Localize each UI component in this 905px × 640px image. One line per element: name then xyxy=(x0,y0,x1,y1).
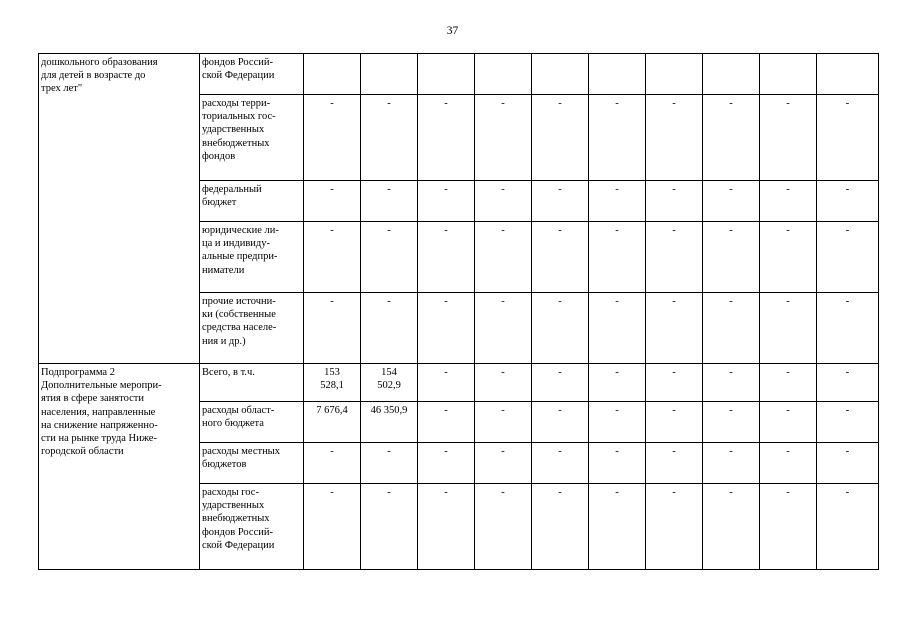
value-cell xyxy=(703,54,760,95)
value-cell: - xyxy=(703,443,760,484)
value-cell: - xyxy=(760,402,817,443)
value-cell: - xyxy=(418,222,475,293)
value-cell: 153 528,1 xyxy=(304,364,361,402)
value-cell: - xyxy=(817,443,879,484)
value-cell: - xyxy=(817,222,879,293)
value-cell: - xyxy=(646,222,703,293)
value-cell: - xyxy=(589,484,646,570)
program-name-line: Подпрограмма 2 xyxy=(41,367,115,378)
funding-source-line: внебюджетных xyxy=(202,513,270,525)
funding-source-line: альные предпри- xyxy=(202,251,278,263)
value-cell: - xyxy=(703,95,760,181)
value-cell: - xyxy=(532,222,589,293)
value-cell xyxy=(475,54,532,95)
value-cell: - xyxy=(646,484,703,570)
value-cell: - xyxy=(475,484,532,570)
value-cell xyxy=(589,54,646,95)
value-cell: - xyxy=(703,402,760,443)
value-cell: - xyxy=(817,364,879,402)
funding-source-line: ударственных xyxy=(202,124,265,136)
value-cell: - xyxy=(361,222,418,293)
value-cell: - xyxy=(361,95,418,181)
funding-source-line: ца и индивиду- xyxy=(202,238,271,250)
value-cell: - xyxy=(703,364,760,402)
funding-source-line: ской Федерации xyxy=(202,539,275,551)
value-cell: - xyxy=(817,181,879,222)
value-cell: - xyxy=(589,95,646,181)
value-cell xyxy=(760,54,817,95)
value-cell: - xyxy=(475,402,532,443)
value-cell: - xyxy=(304,293,361,364)
program-name-line: на снижение напряженно- xyxy=(41,419,158,431)
table-row xyxy=(39,54,879,95)
value-cell: - xyxy=(760,364,817,402)
funding-source-line: Всего, в т.ч. xyxy=(202,367,255,378)
value-cell: - xyxy=(532,484,589,570)
value-cell: - xyxy=(760,484,817,570)
program-name-line: сти на рынке труда Ниже- xyxy=(41,433,157,445)
funding-source-line: юридические ли- xyxy=(202,225,279,236)
value-cell: - xyxy=(589,181,646,222)
value-cell: - xyxy=(817,293,879,364)
value-cell: - xyxy=(418,364,475,402)
value-cell: - xyxy=(589,222,646,293)
value-cell: - xyxy=(817,484,879,570)
value-cell: - xyxy=(646,181,703,222)
funding-source-line: ного бюджета xyxy=(202,418,264,430)
funding-source-line: ударственных xyxy=(202,500,265,512)
value-cell: - xyxy=(532,181,589,222)
value-cell: - xyxy=(475,364,532,402)
value-cell: 7 676,4 xyxy=(304,402,361,443)
funding-source-line: ториальных гос- xyxy=(202,111,276,123)
value-cell: - xyxy=(361,181,418,222)
funding-source-cell xyxy=(200,443,304,484)
funding-source-line: ки (собственные xyxy=(202,309,276,321)
value-cell xyxy=(646,54,703,95)
value-cell: - xyxy=(418,181,475,222)
value-cell: - xyxy=(304,95,361,181)
value-cell xyxy=(418,54,475,95)
value-cell: - xyxy=(475,443,532,484)
funding-source-line: федеральный xyxy=(202,184,262,195)
funding-source-cell xyxy=(200,364,304,402)
funding-source-line: бюджетов xyxy=(202,459,247,471)
funding-source-line: расходы гос- xyxy=(202,487,259,498)
table-body xyxy=(39,54,879,570)
funding-source-line: фондов Россий- xyxy=(202,526,273,538)
value-cell: - xyxy=(646,95,703,181)
value-cell: - xyxy=(361,293,418,364)
value-cell xyxy=(361,54,418,95)
value-cell: - xyxy=(418,443,475,484)
value-cell: - xyxy=(760,181,817,222)
value-cell: - xyxy=(418,402,475,443)
value-cell: - xyxy=(418,484,475,570)
funding-source-cell xyxy=(200,402,304,443)
value-cell: - xyxy=(304,222,361,293)
value-cell: - xyxy=(532,364,589,402)
value-cell: - xyxy=(760,95,817,181)
value-cell: - xyxy=(703,181,760,222)
funding-source-line: средства населе- xyxy=(202,322,277,334)
funding-source-line: расходы терри- xyxy=(202,98,271,109)
program-name-line: для детей в возрасте до xyxy=(41,70,146,82)
value-cell: - xyxy=(418,95,475,181)
value-cell: - xyxy=(361,484,418,570)
funding-source-line: бюджет xyxy=(202,197,237,209)
value-cell: - xyxy=(532,293,589,364)
program-name-line: Дополнительные меропри- xyxy=(41,380,162,392)
funding-source-line: расходы местных xyxy=(202,446,280,457)
value-cell: - xyxy=(703,484,760,570)
value-cell: - xyxy=(304,484,361,570)
value-cell: - xyxy=(589,293,646,364)
value-cell: 46 350,9 xyxy=(361,402,418,443)
program-name-cell xyxy=(39,54,200,364)
value-cell: - xyxy=(703,222,760,293)
value-cell: - xyxy=(475,95,532,181)
program-name-cell xyxy=(39,364,200,570)
value-cell: - xyxy=(817,95,879,181)
value-cell: - xyxy=(817,402,879,443)
page-number: 37 xyxy=(446,25,459,37)
funding-source-line: ния и др.) xyxy=(202,335,246,347)
value-cell: - xyxy=(532,402,589,443)
value-cell: - xyxy=(646,402,703,443)
funding-source-cell xyxy=(200,293,304,364)
funding-source-line: внебюджетных xyxy=(202,137,270,149)
financing-table xyxy=(38,53,879,570)
value-cell: 154 502,9 xyxy=(361,364,418,402)
value-cell: - xyxy=(304,181,361,222)
funding-source-cell xyxy=(200,95,304,181)
value-cell: - xyxy=(646,293,703,364)
program-name-line: городской области xyxy=(41,446,124,458)
funding-source-line: прочие источни- xyxy=(202,296,276,307)
program-name-line: трех лет" xyxy=(41,83,83,95)
value-cell: - xyxy=(475,222,532,293)
funding-source-cell xyxy=(200,54,304,95)
program-name-line: населения, направленные xyxy=(41,406,156,418)
value-cell: - xyxy=(532,443,589,484)
funding-source-line: ской Федерации xyxy=(202,70,275,82)
funding-source-cell xyxy=(200,181,304,222)
funding-source-line: фондов Россий- xyxy=(202,57,273,68)
value-cell xyxy=(817,54,879,95)
value-cell: - xyxy=(361,443,418,484)
program-name-line: ятия в сфере занятости xyxy=(41,393,144,405)
value-cell: - xyxy=(589,364,646,402)
funding-source-cell xyxy=(200,222,304,293)
value-cell: - xyxy=(304,443,361,484)
program-name-line: дошкольного образования xyxy=(41,57,158,68)
value-cell: - xyxy=(760,443,817,484)
value-cell: - xyxy=(532,95,589,181)
value-cell: - xyxy=(760,222,817,293)
funding-source-line: расходы област- xyxy=(202,405,275,416)
value-cell xyxy=(532,54,589,95)
value-cell: - xyxy=(703,293,760,364)
value-cell xyxy=(304,54,361,95)
value-cell: - xyxy=(475,181,532,222)
value-cell: - xyxy=(646,443,703,484)
funding-source-line: фондов xyxy=(202,150,236,162)
value-cell: - xyxy=(589,402,646,443)
funding-source-cell xyxy=(200,484,304,570)
value-cell: - xyxy=(418,293,475,364)
table-row xyxy=(39,364,879,402)
value-cell: - xyxy=(475,293,532,364)
value-cell: - xyxy=(589,443,646,484)
value-cell: - xyxy=(760,293,817,364)
funding-source-line: ниматели xyxy=(202,264,245,276)
value-cell: - xyxy=(646,364,703,402)
